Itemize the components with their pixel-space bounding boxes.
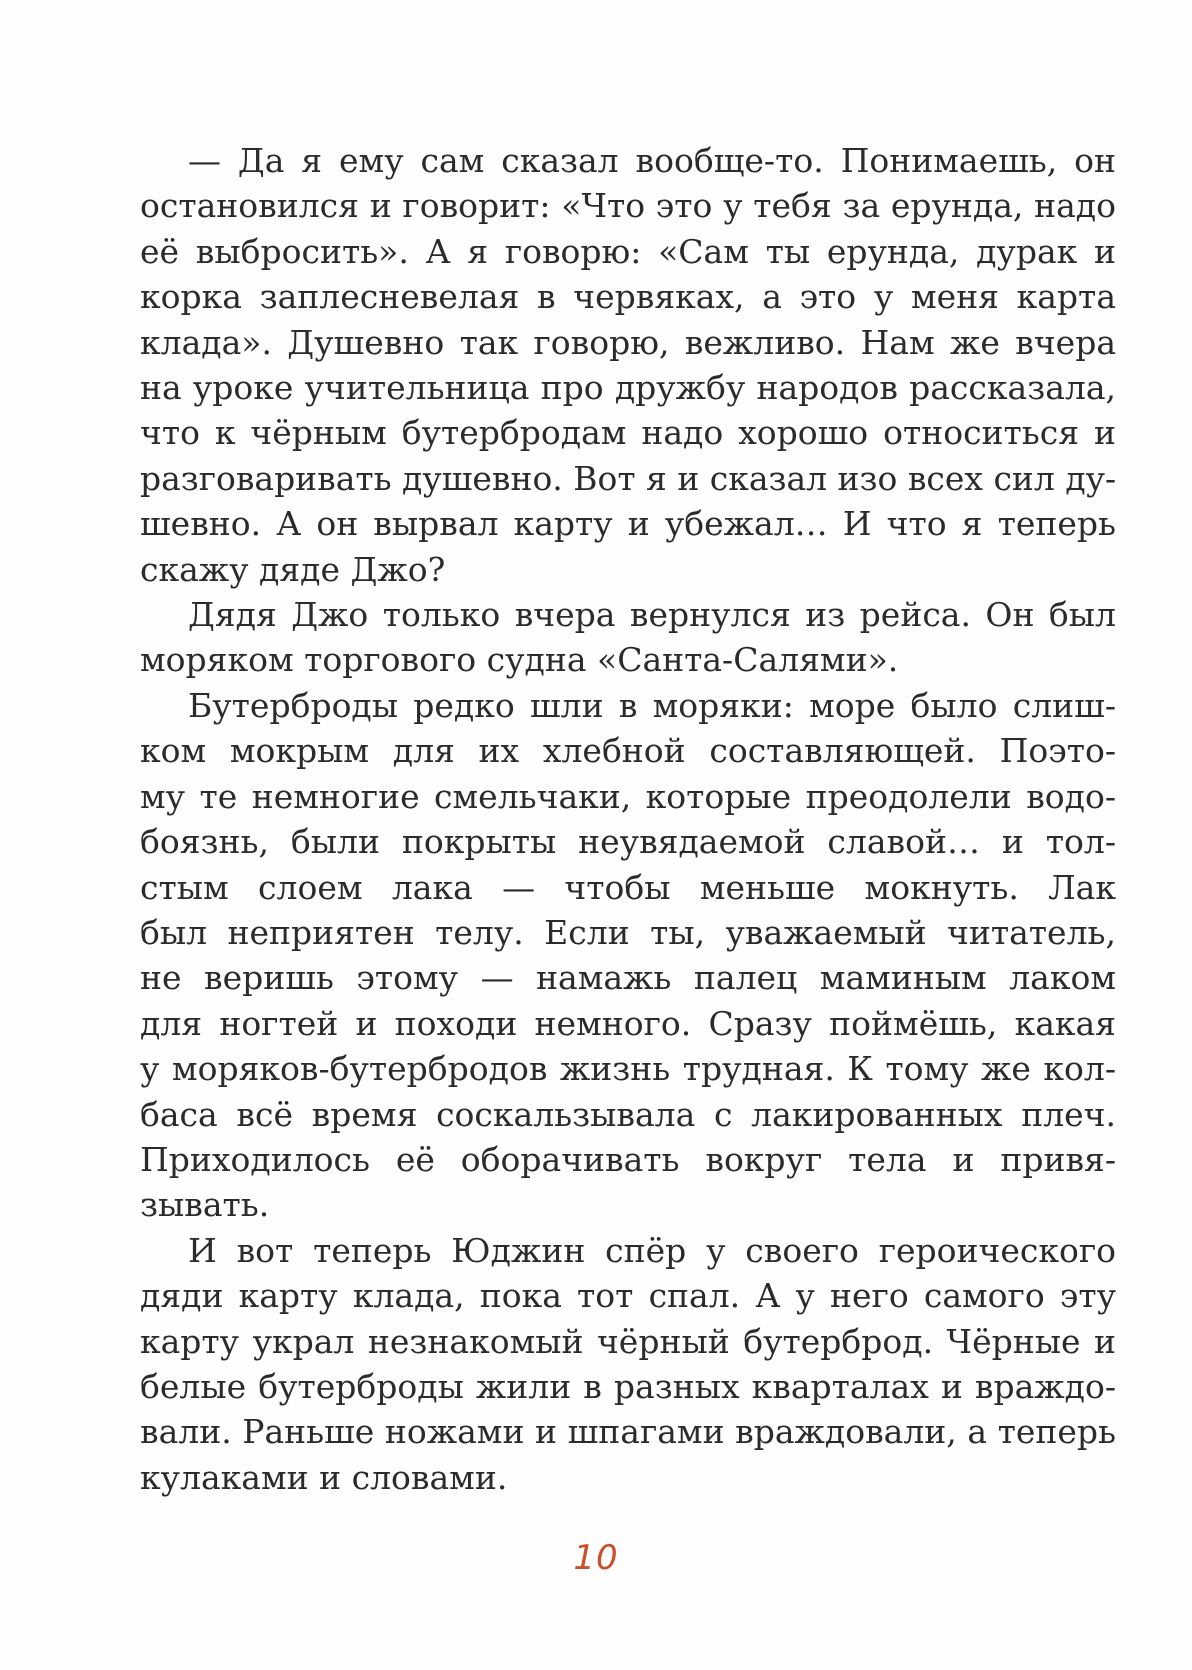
paragraph-1 xyxy=(140,138,1116,592)
text-line: разговаривать душевно. Вот я и сказал изо всех сил ду- xyxy=(140,458,1117,498)
text-line: Приходилось её оборачивать вокруг тела и привя- xyxy=(140,1139,1116,1179)
text-line: — Да я ему сам сказал вообще-то. Понимаешь, он xyxy=(188,141,1116,180)
page-number: 10 xyxy=(573,1538,619,1578)
text-line: Дядя Джо только вчера вернулся из рейса. Он был xyxy=(188,595,1116,635)
text-line: для ногтей и походи немного. Сразу поймёшь, какая xyxy=(140,1003,1116,1043)
text-line: стым слоем лака — чтобы меньше мокнуть. Лак xyxy=(140,867,1116,907)
text-line: карту украл незнакомый чёрный бутерброд. Чёрные и xyxy=(140,1321,1116,1361)
text-line: остановился и говорит: «Что это у тебя за ерунда, надо xyxy=(140,186,1116,226)
text-line: не веришь этому — намажь палец маминым лаком xyxy=(140,958,1116,998)
text-line: кулаками и словами. xyxy=(140,1457,508,1497)
text-line: баса всё время соскальзывала с лакированных плеч. xyxy=(140,1094,1116,1134)
text-line: у моряков-бутербродов жизнь трудная. К тому же кол- xyxy=(140,1049,1116,1089)
text-line: скажу дяде Джо? xyxy=(140,549,446,589)
text-line: моряком торгового судна «Санта-Салями». xyxy=(140,640,899,680)
text-line: Бутерброды редко шли в моряки: море было слиш- xyxy=(188,685,1116,725)
text-line: корка заплесневелая в червяках, а это у меня карта xyxy=(140,277,1116,317)
text-line: ком мокрым для их хлебной составляющей. Поэто- xyxy=(140,731,1116,771)
text-line: шевно. А он вырвал карту и убежал… И что я теперь xyxy=(140,504,1116,544)
paragraph-3 xyxy=(140,683,1116,1228)
text-line: что к чёрным бутербродам надо хорошо относиться и xyxy=(140,413,1116,453)
paragraph-4 xyxy=(140,1228,1116,1500)
text-line: дяди карту клада, пока тот спал. А у него самого эту xyxy=(140,1276,1116,1316)
text-line: И вот теперь Юджин спёр у своего героического xyxy=(188,1230,1116,1270)
text-line: её выбросить». А я говорю: «Сам ты ерунда, дурак и xyxy=(140,231,1116,271)
text-line: вали. Раньше ножами и шпагами враждовали, а теперь xyxy=(140,1412,1116,1452)
text-line: зывать. xyxy=(140,1185,270,1225)
body-text xyxy=(140,138,1116,1500)
paragraph-2 xyxy=(140,592,1116,683)
text-line: был неприятен телу. Если ты, уважаемый читатель, xyxy=(140,912,1116,952)
text-line: на уроке учительница про дружбу народов рассказала, xyxy=(140,368,1116,408)
text-line: клада». Душевно так говорю, вежливо. Нам же вчера xyxy=(140,322,1116,362)
text-line: белые бутерброды жили в разных кварталах и враждо- xyxy=(140,1366,1116,1406)
text-line: боязнь, были покрыты неувядаемой славой… и тол- xyxy=(140,822,1116,862)
text-line: му те немногие смельчаки, которые преодолели водо- xyxy=(140,776,1116,816)
